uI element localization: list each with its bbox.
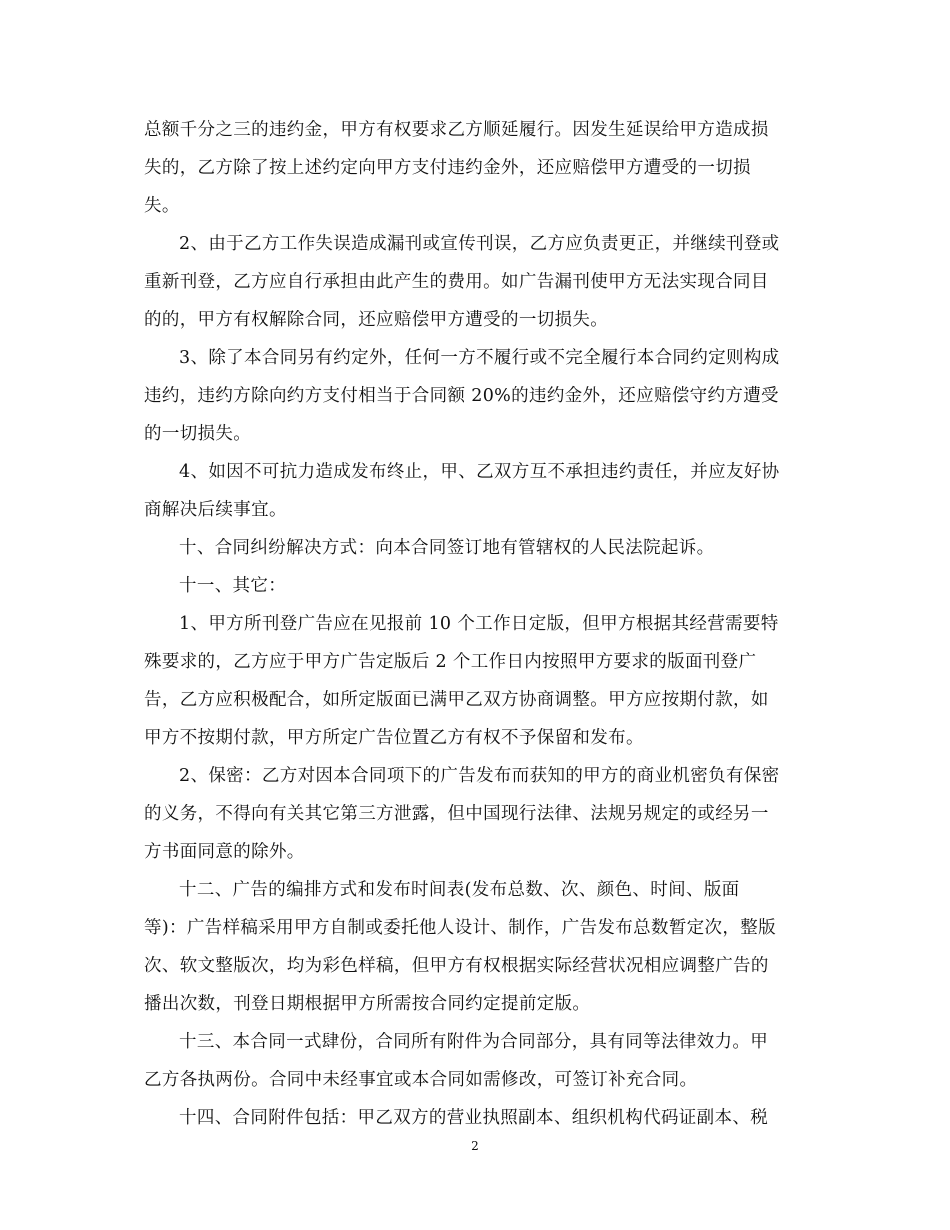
text-line: 十三、本合同一式肆份，合同所有附件为合同部分，具有同等法律效力。甲 bbox=[179, 1032, 769, 1052]
page-number: 2 bbox=[471, 1139, 479, 1153]
text-line: 十四、合同附件包括：甲乙双方的营业执照副本、组织机构代码证副本、税 bbox=[179, 1108, 769, 1128]
text-line: 乙方各执两份。合同中未经事宜或本合同如需修改，可签订补充合同。 bbox=[144, 1070, 698, 1090]
text-line: 重新刊登，乙方应自行承担由此产生的费用。如广告漏刊使甲方无法实现合同目 bbox=[144, 272, 769, 292]
text-line: 的义务，不得向有关其它第三方泄露，但中国现行法律、法规另规定的或经另一 bbox=[144, 804, 769, 824]
text-line: 3、除了本合同另有约定外，任何一方不履行或不完全履行本合同约定则构成 bbox=[179, 348, 780, 368]
text-line: 方书面同意的除外。 bbox=[144, 842, 305, 862]
text-line: 违约，违约方除向约方支付相当于合同额 20%的违约金外，还应赔偿守约方遭受 bbox=[144, 386, 779, 406]
text-line: 失。 bbox=[144, 196, 180, 216]
text-line: 的的，甲方有权解除合同，还应赔偿甲方遭受的一切损失。 bbox=[144, 310, 609, 330]
text-line: 商解决后续事宜。 bbox=[144, 500, 287, 520]
text-line: 告，乙方应积极配合，如所定版面已满甲乙双方协商调整。甲方应按期付款，如 bbox=[144, 690, 769, 710]
text-line: 播出次数，刊登日期根据甲方所需按合同约定提前定版。 bbox=[144, 994, 591, 1014]
text-line: 殊要求的，乙方应于甲方广告定版后 2 个工作日内按照甲方要求的版面刊登广 bbox=[144, 652, 757, 672]
text-line: 总额千分之三的违约金，甲方有权要求乙方顺延履行。因发生延误给甲方造成损 bbox=[144, 120, 769, 140]
text-line: 2、保密：乙方对因本合同项下的广告发布而获知的甲方的商业机密负有保密 bbox=[179, 766, 780, 786]
text-line: 失的，乙方除了按上述约定向甲方支付违约金外，还应赔偿甲方遭受的一切损 bbox=[144, 158, 751, 178]
text-line: 次、软文整版次，均为彩色样稿，但甲方有权根据实际经营状况相应调整广告的 bbox=[144, 956, 769, 976]
text-line: 十二、广告的编排方式和发布时间表(发布总数、次、颜色、时间、版面 bbox=[179, 880, 740, 900]
text-line: 甲方不按期付款，甲方所定广告位置乙方有权不予保留和发布。 bbox=[144, 728, 644, 748]
text-line: 十一、其它： bbox=[179, 576, 287, 596]
text-line: 十、合同纠纷解决方式：向本合同签订地有管辖权的人民法院起诉。 bbox=[179, 538, 715, 558]
text-line: 的一切损失。 bbox=[144, 424, 252, 444]
text-line: 1、甲方所刊登广告应在见报前 10 个工作日定版，但甲方根据其经营需要特 bbox=[179, 614, 779, 634]
text-line: 等)：广告样稿采用甲方自制或委托他人设计、制作，广告发布总数暂定次，整版 bbox=[144, 918, 776, 938]
text-line: 4、如因不可抗力造成发布终止，甲、乙双方互不承担违约责任，并应友好协 bbox=[179, 462, 780, 482]
text-line: 2、由于乙方工作失误造成漏刊或宣传刊误，乙方应负责更正，并继续刊登或 bbox=[179, 234, 780, 254]
